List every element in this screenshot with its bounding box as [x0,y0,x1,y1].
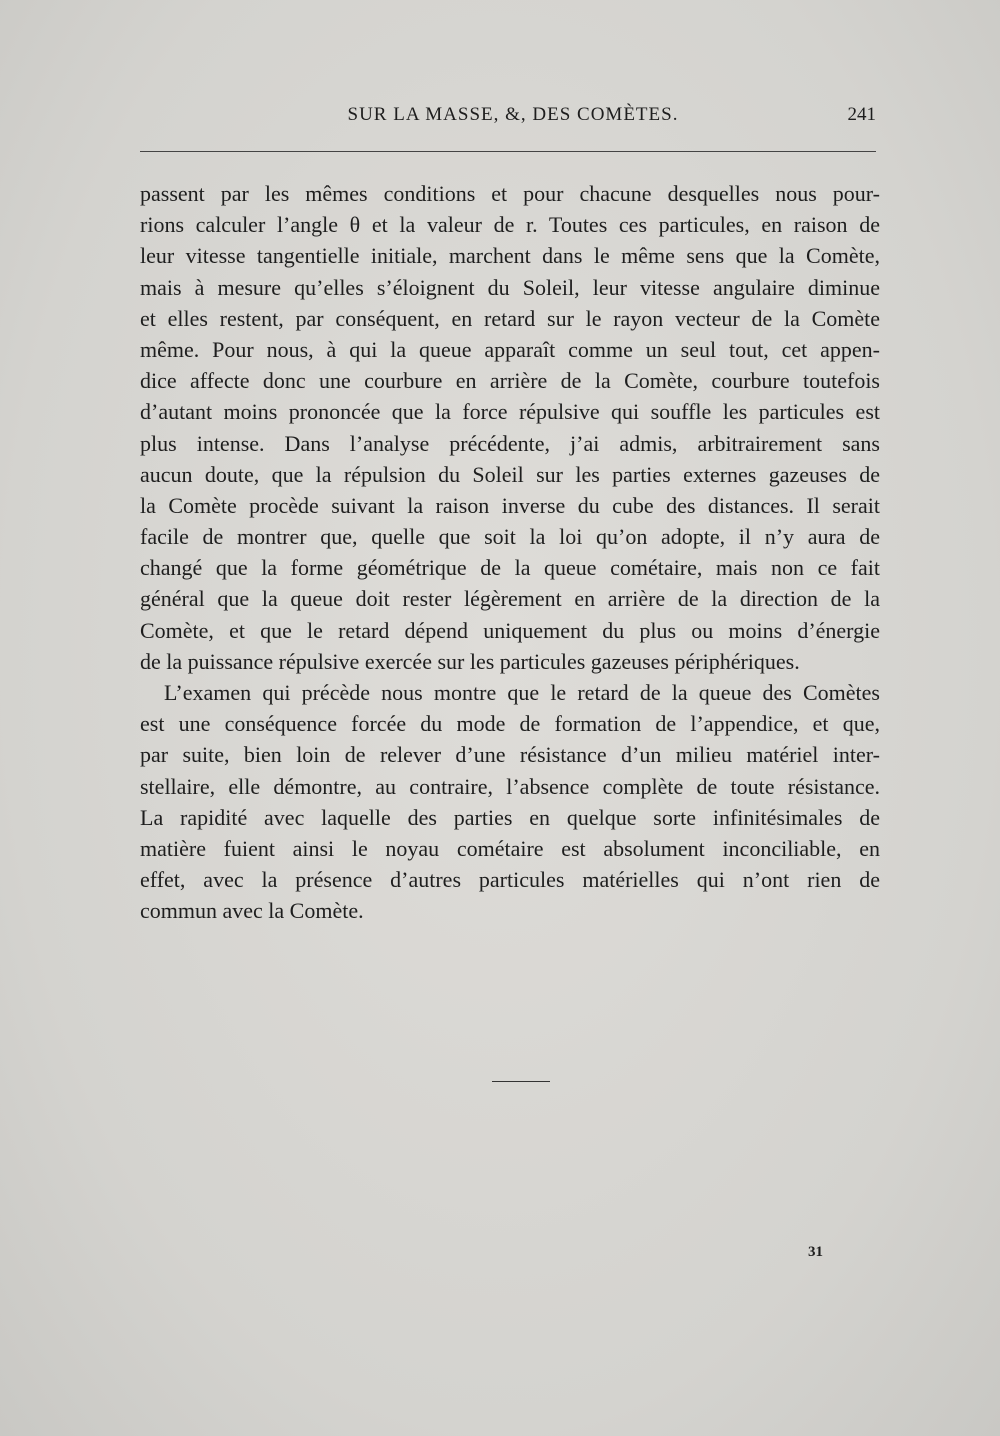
text-line: matière fuient ainsi le noyau cométaire est absolument inconciliable, en [140,835,880,861]
text-line: changé que la forme géométrique de la queue cométaire, mais non ce fait [140,555,880,581]
body-text [140,178,880,927]
text-line: plus intense. Dans l’analyse précédente, j’ai admis, arbitrairement sans [140,430,880,456]
text-line: leur vitesse tangentielle initiale, marchent dans le même sens que la Comète, [140,243,880,269]
text-line: Comète, et que le retard dépend uniquement du plus ou moins d’énergie [140,617,880,643]
text-line: facile de montrer que, quelle que soit la loi qu’on adopte, il n’y aura de [140,524,880,550]
running-title: SUR LA MASSE, &, DES COMÈTES. [347,104,679,125]
text-line: commun avec la Comète. [140,898,364,924]
page-number: 241 [847,104,876,125]
text-line: passent par les mêmes conditions et pour chacune desquelles nous pour- [140,181,880,206]
paragraph-2 [140,677,880,927]
paragraph-1 [140,178,880,677]
signature-mark: 31 [808,1244,823,1260]
text-line: même. Pour nous, à qui la queue apparaît comme un seul tout, cet appen- [140,336,880,362]
text-line: général que la queue doit rester légèrement en arrière de la direction de la [140,586,880,612]
text-line: par suite, bien loin de relever d’une résistance d’un milieu matériel inter- [140,742,880,768]
text-line: stellaire, elle démontre, au contraire, l’absence complète de toute résistance. [140,773,880,799]
text-line: La rapidité avec laquelle des parties en quelque sorte infinitésimales de [140,804,880,830]
running-head [140,104,876,132]
end-rule [492,1081,550,1082]
text-line: d’autant moins prononcée que la force répulsive qui souffle les particules est [140,399,880,425]
text-line: et elles restent, par conséquent, en retard sur le rayon vecteur de la Comète [140,305,880,331]
text-line: dice affecte donc une courbure en arrière de la Comète, courbure toutefois [140,368,880,394]
text-line: rions calculer l’angle θ et la valeur de r. Toutes ces particules, en raison de [140,212,880,238]
text-line: de la puissance répulsive exercée sur les particules gazeuses périphériques. [140,648,800,674]
text-line: effet, avec la présence d’autres particules matérielles qui n’ont rien de [140,867,880,893]
header-rule [140,151,876,152]
text-line: la Comète procède suivant la raison inverse du cube des distances. Il serait [140,492,880,518]
text-line: est une conséquence forcée du mode de formation de l’appendice, et que, [140,711,880,737]
text-line: mais à mesure qu’elles s’éloignent du Soleil, leur vitesse angulaire diminue [140,274,880,300]
text-line: L’examen qui précède nous montre que le retard de la queue des Comètes [164,680,880,705]
text-line: aucun doute, que la répulsion du Soleil sur les parties externes gazeuses de [140,461,880,487]
